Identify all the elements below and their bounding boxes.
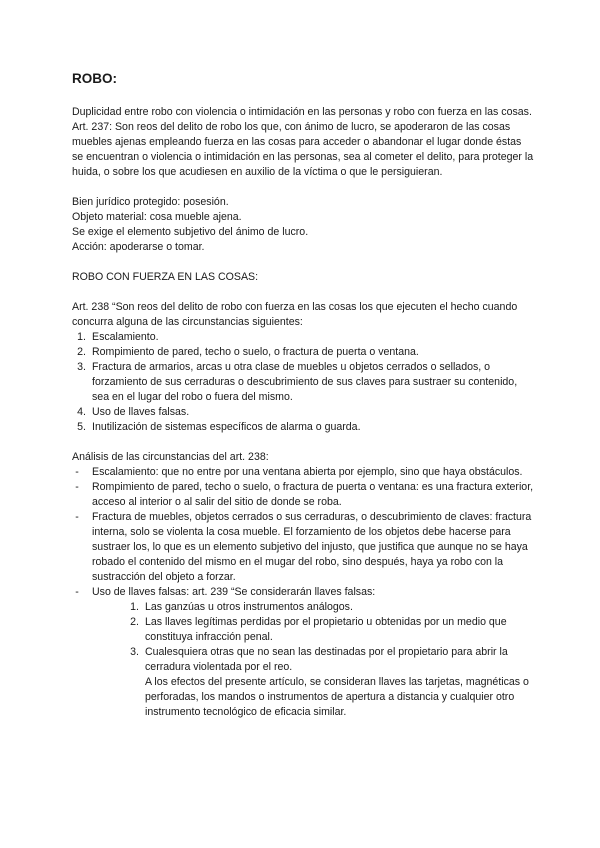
list-item: 4. Uso de llaves falsas. bbox=[77, 406, 190, 418]
page-title: ROBO: bbox=[72, 71, 117, 86]
element-line: Bien jurídico protegido: posesión. bbox=[72, 196, 229, 208]
list-item: - Escalamiento: que no entre por una ventana abierta por ejemplo, sino que haya obstáculos. bbox=[75, 466, 523, 478]
list-item: 1. Escalamiento. bbox=[77, 331, 159, 343]
analysis-list bbox=[72, 465, 534, 720]
list-item: 2. Rompimiento de pared, techo o suelo, o fractura de puerta o ventana. bbox=[77, 346, 419, 358]
article-237-paragraph: Art. 237: Son reos del delito de robo los que, con ánimo de lucro, se apoderaron de las cosas muebles ajenas empleando fuerza en las cosas para acceder o abandonar el lugar donde éstas se encuentran o violencia o intimidación en las personas, sea al cometer el delito, para proteger la huida, o sobre los que acudiesen en auxilio de la víctima o que le persiguieran. bbox=[72, 121, 534, 178]
list-item: 3. Fractura de armarios, arcas u otra clase de muebles u objetos cerrados o sellados, o forzamiento de sus cerraduras o descubrimiento de sus claves para sustraer su contenido, sea en el lugar del robo o fuera del mismo. bbox=[77, 361, 518, 403]
list-item: 1. Las ganzúas u otros instrumentos análogos. bbox=[130, 601, 353, 613]
list-item: - Fractura de muebles, objetos cerrados o sus cerraduras, o descubrimiento de claves: fractura interna, solo se violenta la cosa mueble. El forzamiento de los objetos debe hacerse para sustraer los, lo que es un elemento subjetivo del injusto, que justifica que aunque no se haya robado el contenido del mismo en el mugar del robo, sino después, haya ya robo con la sustracción del objeto a forzar. bbox=[75, 511, 532, 583]
intro-paragraph: Duplicidad entre robo con violencia o intimidación en las personas y robo con fuerza en las cosas. bbox=[72, 106, 532, 118]
element-line: Se exige el elemento subjetivo del ánimo de lucro. bbox=[72, 226, 309, 238]
list-item: 5. Inutilización de sistemas específicos de alarma o guarda. bbox=[77, 421, 361, 433]
article-238-paragraph: Art. 238 “Son reos del delito de robo con fuerza en las cosas los que ejecuten el hecho cuando concurra alguna de las circunstancias siguientes: bbox=[72, 301, 518, 328]
list-item: - Rompimiento de pared, techo o suelo, o fractura de puerta o ventana: es una fractura exterior, acceso al interior o al salir del sitio de donde se roba. bbox=[75, 481, 534, 508]
element-line: Objeto material: cosa mueble ajena. bbox=[72, 211, 242, 223]
analysis-heading: Análisis de las circunstancias del art. 238: bbox=[72, 451, 269, 463]
element-line: Acción: apoderarse o tomar. bbox=[72, 241, 205, 253]
circumstances-list bbox=[72, 330, 534, 435]
list-item: 3. Cualesquiera otras que no sean las destinadas por el propietario para abrir la cerradura violentada por el reo. A los efectos del presente artículo, se consideran llaves las tarjetas, magnéticas o perforadas, los mandos o instrumentos de apertura a distancia y cualquier otro instrumento tecnológico de eficacia similar. bbox=[130, 646, 529, 718]
document-body bbox=[72, 70, 534, 720]
list-item: - Uso de llaves falsas: art. 239 “Se considerarán llaves falsas: 1. Las ganzúas u otros instrumentos análogos. 2. Las llaves legítimas perdidas por el propietario u obtenidas por un medio que constituya infracción penal. 3. Cualesquiera otras que no sean las destinadas por el propietario para abrir la cerradura violentada por el reo. A los efectos del presente artículo, se consideran llaves las tarjetas, magnéticas o perforadas, los mandos o instrumentos de apertura a distancia y cualquier otro instrumento tecnológico de eficacia similar. bbox=[72, 585, 534, 720]
list-item: 2. Las llaves legítimas perdidas por el propietario u obtenidas por un medio que constituya infracción penal. bbox=[130, 616, 507, 643]
false-keys-list bbox=[125, 600, 534, 720]
sub-note: A los efectos del presente artículo, se consideran llaves las tarjetas, magnéticas o perforadas, los mandos o instrumentos de apertura a distancia y cualquier otro instrumento tecnológico de eficacia similar. bbox=[145, 676, 529, 718]
section-heading: ROBO CON FUERZA EN LAS COSAS: bbox=[72, 271, 259, 283]
